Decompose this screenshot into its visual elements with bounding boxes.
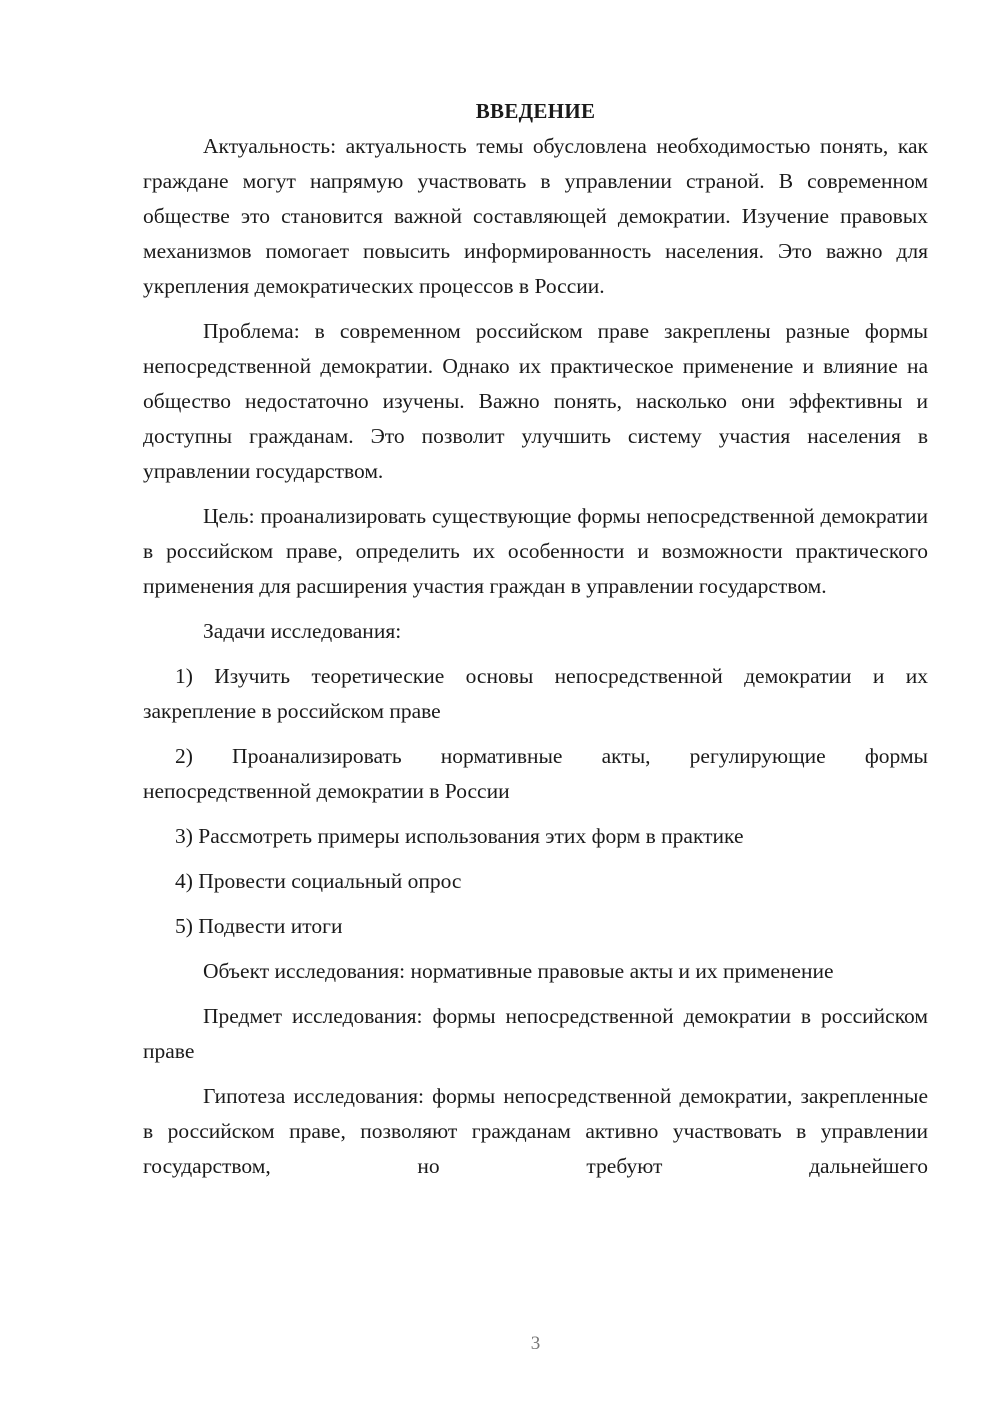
- paragraph-relevance: Актуальность: актуальность темы обусловлена необходимостью понять, как граждане могут напрямую участвовать в управлении страной. В современном обществе это становится важной составляющей демократии. Изучение правовых механизмов помогает повысить информированность населения. Это важно для укрепления демократических процессов в России.: [143, 134, 928, 298]
- paragraph-subject: Предмет исследования: формы непосредственной демократии в российском праве: [143, 1004, 928, 1063]
- task-item-5: 5) Подвести итоги: [175, 914, 343, 938]
- task-item-4: 4) Провести социальный опрос: [175, 869, 462, 893]
- tasks-title: Задачи исследования:: [203, 619, 402, 643]
- task-item-2: 2) Проанализировать нормативные акты, регулирующие формы непосредственной демократии в России: [143, 744, 928, 803]
- paragraph-object: Объект исследования: нормативные правовые акты и их применение: [203, 959, 834, 983]
- paragraph-problem: Проблема: в современном российском праве закреплены разные формы непосредственной демократии. Однако их практическое применение и влияние на общество недостаточно изучены. Важно понять, насколько они эффективны и доступны гражданам. Это позволит улучшить систему участия населения в управлении государством.: [143, 319, 928, 483]
- page-content: [143, 96, 928, 1184]
- paragraph-hypothesis: Гипотеза исследования: формы непосредственной демократии, закрепленные в российском праве, позволяют гражданам активно участвовать в управлении государством, но требуют дальнейшего: [143, 1084, 928, 1178]
- task-item-3: 3) Рассмотреть примеры использования этих форм в практике: [175, 824, 744, 848]
- paragraph-goal: Цель: проанализировать существующие формы непосредственной демократии в российском праве, определить их особенности и возможности практического применения для расширения участия граждан в управлении государством.: [143, 504, 928, 598]
- task-item-1: 1) Изучить теоретические основы непосредственной демократии и их закрепление в российском праве: [143, 664, 928, 723]
- section-heading: ВВЕДЕНИЕ: [475, 99, 596, 123]
- page-number: 3: [530, 1333, 541, 1354]
